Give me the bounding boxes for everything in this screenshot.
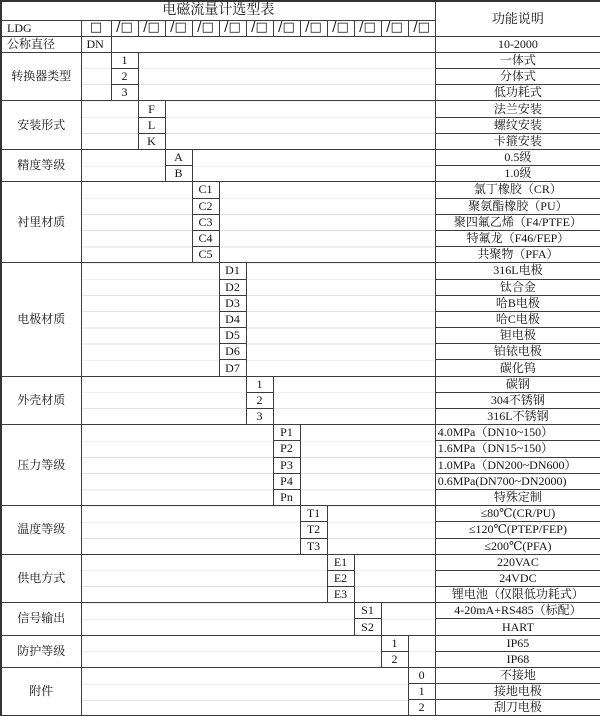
desc-cell: 共聚物（PFA）	[435, 247, 600, 263]
spacer-right	[246, 263, 435, 376]
code-cell: 2	[111, 69, 138, 85]
category-label: 精度等级	[1, 150, 81, 182]
code-cell: 0	[408, 668, 435, 684]
model-code-slot: /□	[165, 20, 192, 36]
desc-cell: 不接地	[435, 668, 600, 684]
desc-cell: 特氟龙（F46/FEP）	[435, 230, 600, 246]
desc-cell: 316L电极	[435, 263, 600, 279]
code-cell: T2	[300, 522, 327, 538]
category-label: 供电方式	[1, 554, 81, 603]
code-cell: D3	[219, 295, 246, 311]
desc-cell: ≤120℃(PTEP/FEP)	[435, 522, 600, 538]
desc-cell: 4.0MPa（DN10~150）	[435, 425, 600, 441]
spacer-left	[81, 150, 165, 182]
desc-cell: 刮刀电极	[435, 700, 600, 716]
code-cell: F	[138, 101, 165, 117]
spacer-left	[81, 263, 219, 376]
function-column-header: 功能说明	[435, 1, 600, 36]
desc-cell: 1.0级	[435, 166, 600, 182]
code-cell: P4	[273, 473, 300, 489]
desc-cell: 聚氨酯橡胶（PU）	[435, 198, 600, 214]
code-cell: D6	[219, 344, 246, 360]
category-label: 温度等级	[1, 506, 81, 555]
code-cell: P2	[273, 441, 300, 457]
model-code-slot: /□	[138, 20, 165, 36]
desc-cell: 0.5级	[435, 150, 600, 166]
desc-cell: 1.6MPa（DN15~150）	[435, 441, 600, 457]
desc-cell: 铂铱电极	[435, 344, 600, 360]
category-label: 转换器类型	[1, 52, 81, 101]
code-cell: P1	[273, 425, 300, 441]
desc-cell: ≤80℃(CR/PU)	[435, 506, 600, 522]
model-prefix: LDG	[1, 20, 81, 36]
code-cell: Pn	[273, 489, 300, 505]
model-code-slot: /□	[327, 20, 354, 36]
spacer-right	[138, 52, 435, 101]
desc-cell: 24VDC	[435, 570, 600, 586]
code-cell: C4	[192, 230, 219, 246]
spacer	[111, 36, 435, 52]
spacer-left	[81, 182, 192, 263]
desc-cell: 特殊定制	[435, 489, 600, 505]
desc-cell: 1.0MPa（DN200~DN600）	[435, 457, 600, 473]
model-code-slot: /□	[354, 20, 381, 36]
code-cell: 1	[408, 684, 435, 700]
code-cell: E3	[327, 587, 354, 603]
category-label: 压力等级	[1, 425, 81, 506]
model-code-slot: /□	[300, 20, 327, 36]
code-cell: B	[165, 166, 192, 182]
desc-cell: 钽电极	[435, 328, 600, 344]
spacer-left	[81, 603, 354, 635]
category-label: 防护等级	[1, 635, 81, 667]
code-cell: C1	[192, 182, 219, 198]
spacer-right	[219, 182, 435, 263]
model-code-slot: /□	[219, 20, 246, 36]
desc-cell: 316L不锈钢	[435, 409, 600, 425]
desc-cell: IP65	[435, 635, 600, 651]
code-cell: C2	[192, 198, 219, 214]
spacer-left	[81, 668, 408, 716]
spacer-left	[81, 554, 327, 603]
code-cell: E1	[327, 554, 354, 570]
category-label: 安装形式	[1, 101, 81, 150]
spacer-left	[81, 425, 273, 506]
code-cell: DN	[81, 36, 111, 52]
code-cell: 2	[381, 651, 408, 667]
code-cell: L	[138, 117, 165, 133]
desc-cell: ≤200℃(PFA)	[435, 538, 600, 554]
model-code-slot: /□	[408, 20, 435, 36]
code-cell: T3	[300, 538, 327, 554]
code-cell: S2	[354, 619, 381, 635]
category-label: 电极材质	[1, 263, 81, 376]
code-cell: P3	[273, 457, 300, 473]
category-label: 公称直径	[1, 36, 81, 52]
code-cell: 3	[111, 85, 138, 101]
code-cell: A	[165, 150, 192, 166]
desc-cell: 锂电池（仅限低功耗式）	[435, 587, 600, 603]
code-cell: T1	[300, 506, 327, 522]
model-code-slot: /□	[381, 20, 408, 36]
code-cell: C3	[192, 214, 219, 230]
spacer-right	[408, 635, 435, 667]
desc-cell: 碳钢	[435, 376, 600, 392]
code-cell: 2	[246, 392, 273, 408]
desc-cell: 碳化钨	[435, 360, 600, 376]
category-label: 外壳材质	[1, 376, 81, 425]
code-cell: D2	[219, 279, 246, 295]
desc-cell: 哈B电极	[435, 295, 600, 311]
desc-cell: 10-2000	[435, 36, 600, 52]
desc-cell: HART	[435, 619, 600, 635]
desc-cell: 钛合金	[435, 279, 600, 295]
code-cell: 2	[408, 700, 435, 716]
model-code-slot: /□	[111, 20, 138, 36]
code-cell: 1	[381, 635, 408, 651]
spacer-right	[165, 101, 435, 150]
code-cell: E2	[327, 570, 354, 586]
code-cell: D1	[219, 263, 246, 279]
desc-cell: IP68	[435, 651, 600, 667]
desc-cell: 220VAC	[435, 554, 600, 570]
spacer-right	[354, 554, 435, 603]
desc-cell: 哈C电极	[435, 311, 600, 327]
code-cell: D5	[219, 328, 246, 344]
desc-cell: 4-20mA+RS485（标配）	[435, 603, 600, 619]
model-code-slot: /□	[273, 20, 300, 36]
spacer-left	[81, 376, 246, 425]
code-cell: C5	[192, 247, 219, 263]
model-code-slot: /□	[246, 20, 273, 36]
category-label: 信号输出	[1, 603, 81, 635]
spacer-left	[81, 635, 381, 667]
desc-cell: 0.6MPa(DN700~DN2000)	[435, 473, 600, 489]
spacer-right	[273, 376, 435, 425]
desc-cell: 接地电极	[435, 684, 600, 700]
spacer-right	[192, 150, 435, 182]
spacer-left	[81, 506, 300, 555]
code-cell: K	[138, 133, 165, 149]
code-cell: D7	[219, 360, 246, 376]
desc-cell: 分体式	[435, 69, 600, 85]
desc-cell: 卡箍安装	[435, 133, 600, 149]
spacer-left	[81, 52, 111, 101]
desc-cell: 氯丁橡胶（CR）	[435, 182, 600, 198]
spacer-right	[300, 425, 435, 506]
code-cell: D4	[219, 311, 246, 327]
code-cell: 1	[111, 52, 138, 68]
category-label: 附件	[1, 668, 81, 716]
spacer-left	[81, 101, 138, 150]
model-code-slot: /□	[192, 20, 219, 36]
spacer-right	[327, 506, 435, 555]
desc-cell: 一体式	[435, 52, 600, 68]
model-box-slot: □	[81, 20, 111, 36]
desc-cell: 螺纹安装	[435, 117, 600, 133]
category-label: 衬里材质	[1, 182, 81, 263]
desc-cell: 聚四氟乙烯（F4/PTFE）	[435, 214, 600, 230]
desc-cell: 304不锈钢	[435, 392, 600, 408]
table-title: 电磁流量计选型表	[1, 1, 435, 20]
code-cell: 1	[246, 376, 273, 392]
desc-cell: 低功耗式	[435, 85, 600, 101]
desc-cell: 法兰安装	[435, 101, 600, 117]
code-cell: S1	[354, 603, 381, 619]
code-cell: 3	[246, 409, 273, 425]
spacer-right	[381, 603, 435, 635]
